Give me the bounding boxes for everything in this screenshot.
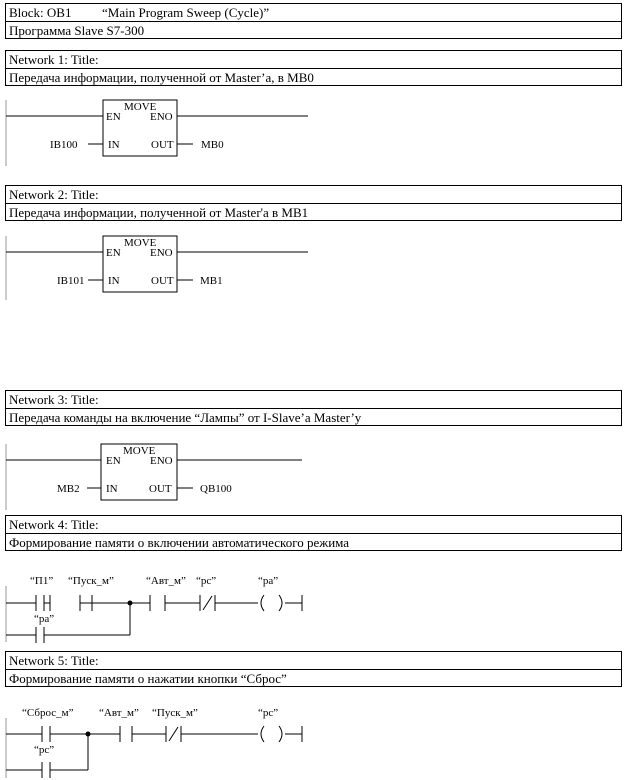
contact-pc-nc — [203, 596, 212, 610]
en-pin: EN — [106, 455, 121, 467]
contact-label-start: “Пуск_м” — [152, 707, 198, 719]
network-2-header — [5, 185, 622, 221]
contact-label-p1: “П1” — [30, 575, 54, 587]
out-pin: OUT — [151, 275, 174, 287]
in-pin: IN — [108, 139, 120, 151]
contact-label-pc: “pc” — [196, 575, 217, 587]
network-5-header — [5, 651, 622, 687]
block-header — [5, 3, 622, 39]
network-2-comment: Передача информации, полученной от Master'a в MB1 — [6, 203, 621, 220]
coil-label: “pc” — [258, 707, 279, 719]
in-pin: IN — [108, 275, 120, 287]
network-5-diagram — [0, 704, 627, 780]
network-4-header — [5, 515, 622, 551]
network-4-title: Network 4: Title: — [9, 517, 99, 532]
network-5-comment: Формирование памяти о нажатии кнопки “Сброс” — [6, 669, 621, 686]
network-5-title: Network 5: Title: — [9, 653, 99, 668]
branch-contact-label: “pa” — [34, 613, 55, 625]
in-pin: IN — [106, 483, 118, 495]
contact-label-start: “Пуск_м” — [68, 575, 114, 587]
eno-pin: ENO — [150, 111, 173, 123]
contact-label-reset: “Сброс_м” — [22, 707, 74, 719]
network-3-comment: Передача команды на включение “Лампы” от I-Slave’a Master’y — [6, 408, 621, 425]
network-3-header — [5, 390, 622, 426]
network-4-diagram — [0, 572, 627, 644]
move-box-name: MOVE — [124, 101, 157, 113]
move-box-name: MOVE — [123, 445, 156, 457]
en-pin: EN — [106, 247, 121, 259]
coil-pc — [279, 726, 282, 742]
eno-pin: ENO — [150, 247, 173, 259]
output-operand: MB0 — [201, 139, 224, 151]
contact-label-auto: “Авт_м” — [99, 707, 139, 719]
coil-pa — [279, 595, 282, 611]
network-2-title: Network 2: Title: — [9, 187, 99, 202]
block-comment: Программа Slave S7-300 — [6, 21, 621, 38]
en-pin: EN — [106, 111, 121, 123]
contact-label-auto: “Авт_м” — [146, 575, 186, 587]
network-4-comment: Формирование памяти о включении автоматического режима — [6, 533, 621, 550]
coil-pc — [261, 726, 264, 742]
block-label: Block: OB1 — [9, 5, 72, 20]
output-operand: QB100 — [200, 483, 232, 495]
network-3-title: Network 3: Title: — [9, 392, 99, 407]
branch-contact-label: “pc” — [34, 744, 55, 756]
coil-label: “pa” — [258, 575, 279, 587]
coil-pa — [261, 595, 264, 611]
input-operand: MB2 — [57, 483, 80, 495]
network-1-title: Network 1: Title: — [9, 52, 99, 67]
block-header-row — [6, 4, 621, 21]
network-1-comment: Передача информации, полученной от Master’a, в MB0 — [6, 68, 621, 85]
network-1-header — [5, 50, 622, 86]
out-pin: OUT — [149, 483, 172, 495]
contact-start-nc — [169, 727, 178, 741]
input-operand: IB100 — [50, 139, 78, 151]
input-operand: IB101 — [57, 275, 85, 287]
move-box-name: MOVE — [124, 237, 157, 249]
eno-pin: ENO — [150, 455, 173, 467]
block-title: “Main Program Sweep (Cycle)” — [102, 5, 270, 20]
out-pin: OUT — [151, 139, 174, 151]
network-3-diagram — [0, 444, 627, 514]
network-2-diagram — [0, 236, 627, 306]
network-1-diagram — [0, 100, 627, 170]
output-operand: MB1 — [200, 275, 223, 287]
